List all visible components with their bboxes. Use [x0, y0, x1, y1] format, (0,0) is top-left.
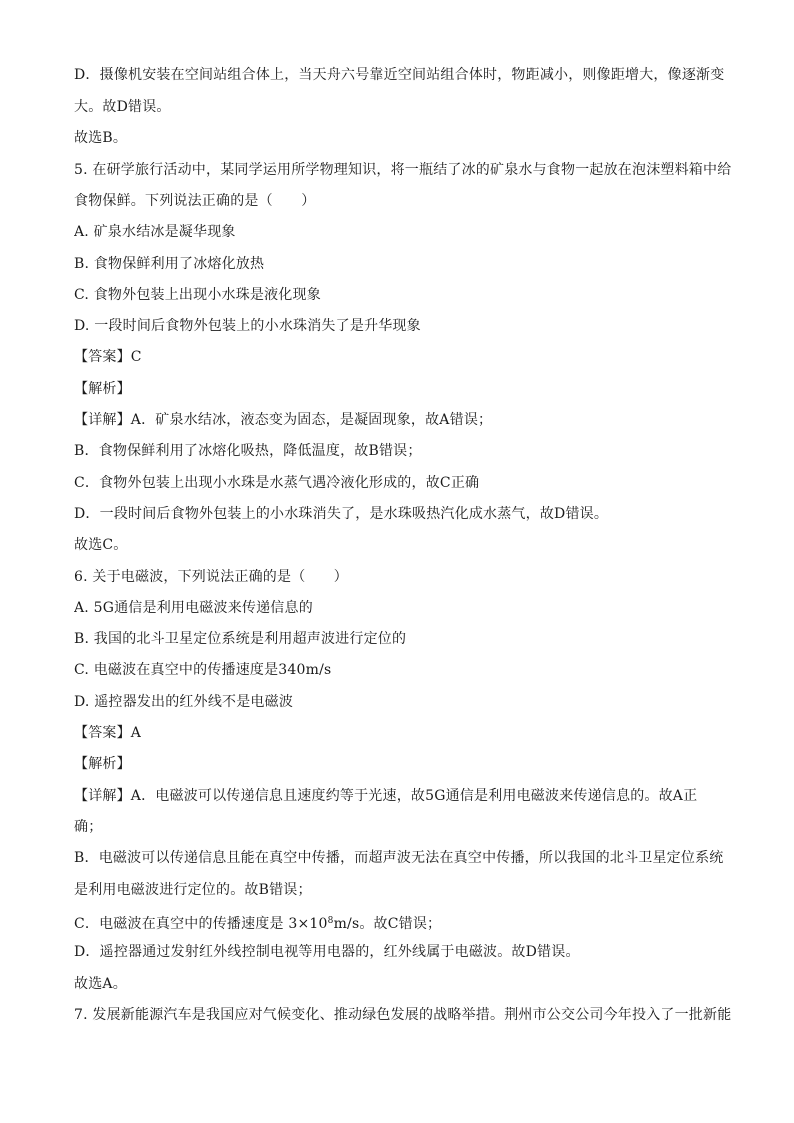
q5-stem-line1: 5. 在研学旅行活动中，某同学运用所学物理知识，将一瓶结了冰的矿泉水与食物一起放在泡沫塑料箱中给: [74, 162, 732, 178]
q5-answer: 【答案】C: [74, 349, 142, 365]
q6-answer: 【答案】A: [74, 725, 142, 741]
q5-option-b: B. 食物保鲜利用了冰熔化放热: [74, 256, 265, 272]
q6-option-d: D. 遥控器发出的红外线不是电磁波: [74, 694, 294, 710]
q5-detail-c: C．食物外包装上出现小水珠是水蒸气遇冷液化形成的，故C正确: [74, 475, 480, 491]
q5-option-d: D. 一段时间后食物外包装上的小水珠消失了是升华现象: [74, 318, 421, 334]
q5-detail-a: 【详解】A．矿泉水结冰，液态变为固态，是凝固现象，故A错误；: [74, 412, 493, 428]
q4-conclusion: 故选B。: [74, 130, 128, 146]
q6-detail-c-exponent: 8: [327, 916, 334, 926]
q5-detail-b: B．食物保鲜利用了冰熔化吸热，降低温度，故B错误；: [74, 443, 422, 459]
q6-detail-c-pre: C．电磁波在真空中的传播速度是 3×10: [74, 916, 328, 932]
q6-option-b: B. 我国的北斗卫星定位系统是利用超声波进行定位的: [74, 631, 407, 647]
q6-detail-b-line2: 是利用电磁波进行定位的。故B错误；: [74, 882, 312, 898]
q6-option-c: C. 电磁波在真空中的传播速度是340m/s: [74, 662, 332, 678]
q6-detail-c: [74, 912, 724, 933]
q6-stem: 6. 关于电磁波，下列说法正确的是（ ）: [74, 569, 349, 585]
q5-conclusion: 故选C。: [74, 537, 128, 553]
q4-option-d-explanation-line2: 大。故D错误。: [74, 99, 171, 115]
q6-analysis-label: 【解析】: [74, 756, 131, 772]
q6-detail-c-post: m/s。故C错误；: [333, 916, 442, 932]
q6-detail-b-line1: B．电磁波可以传递信息且能在真空中传播，而超声波无法在真空中传播，所以我国的北斗卫星定位系统: [74, 850, 724, 866]
q7-stem-line1: 7. 发展新能源汽车是我国应对气候变化、推动绿色发展的战略举措。荆州市公交公司今年投入了一批新能: [74, 1007, 732, 1023]
q6-conclusion: 故选A。: [74, 976, 127, 992]
q6-detail-d: D．遥控器通过发射红外线控制电视等用电器的，红外线属于电磁波。故D错误。: [74, 944, 580, 960]
q5-option-a: A. 矿泉水结冰是凝华现象: [74, 224, 236, 240]
q5-option-c: C. 食物外包装上出现小水珠是液化现象: [74, 287, 321, 303]
q6-detail-a-line2: 确；: [74, 819, 103, 835]
q5-stem-line2: 食物保鲜。下列说法正确的是（ ）: [74, 193, 316, 209]
q5-analysis-label: 【解析】: [74, 381, 131, 397]
q4-option-d-explanation-line1: D．摄像机安装在空间站组合体上，当天舟六号靠近空间站组合体时，物距减小，则像距增大，像逐渐变: [74, 67, 724, 83]
q6-option-a: A. 5G通信是利用电磁波来传递信息的: [74, 600, 313, 616]
q6-detail-a-line1: 【详解】A．电磁波可以传递信息且速度约等于光速，故5G通信是利用电磁波来传递信息的。故A正: [74, 788, 698, 804]
q5-detail-d: D．一段时间后食物外包装上的小水珠消失了，是水珠吸热汽化成水蒸气，故D错误。: [74, 506, 609, 522]
